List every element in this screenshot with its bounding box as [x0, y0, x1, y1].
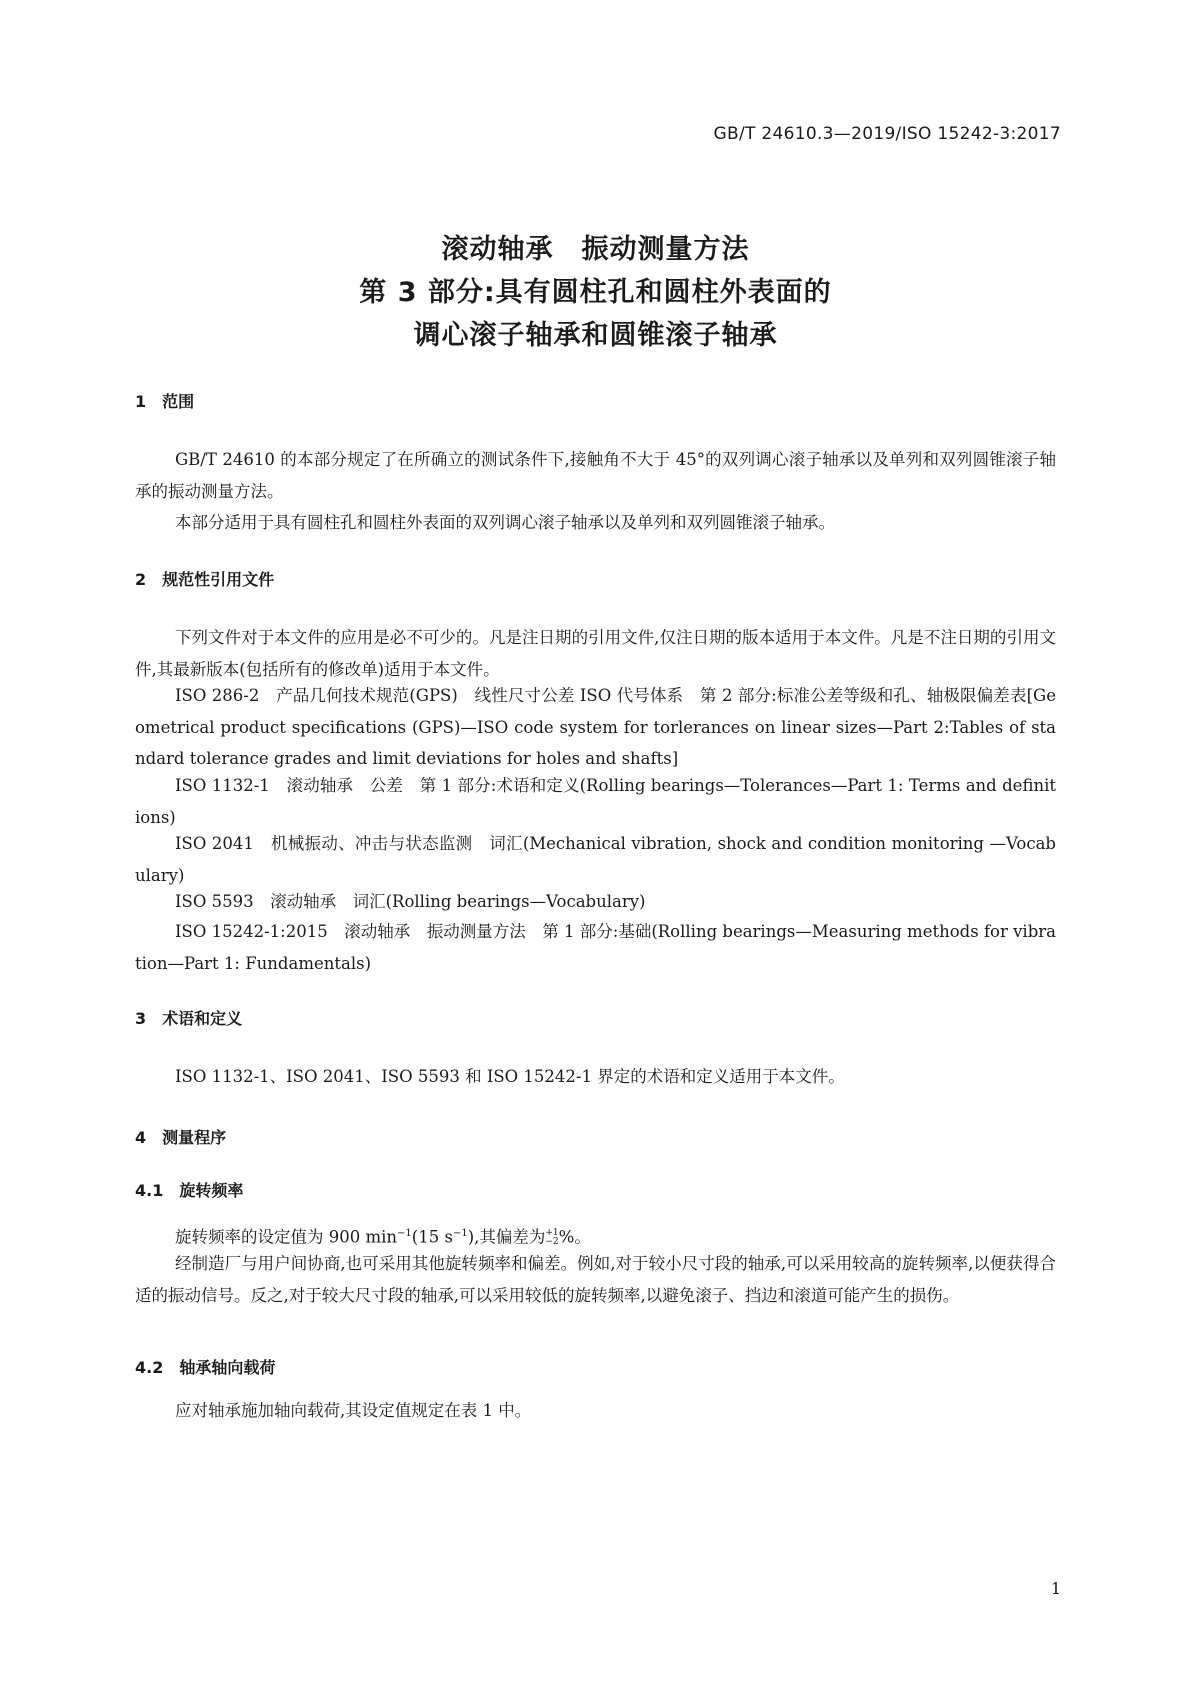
section-1-heading: 1 范围 [135, 392, 195, 411]
section-3-paragraph: ISO 1132-1、ISO 2041、ISO 5593 和 ISO 15242-1 界定的术语和定义适用于本文件。 [175, 1067, 845, 1086]
section-4-heading: 4 测量程序 [135, 1128, 227, 1147]
title-line-3: 调心滚子轴承和圆锥滚子轴承 [413, 320, 778, 351]
deviation-text: ),其偏差为 [467, 1227, 546, 1247]
section-4-2-paragraph: 应对轴承施加轴向载荷,其设定值规定在表 1 中。 [175, 1401, 532, 1420]
reference-iso-286-2: ISO 286-2 产品几何技术规范(GPS) 线性尺寸公差 ISO 代号体系 第 2 部分:标准公差等级和孔、轴极限偏差表[Geometrical product specifications (GPS)—ISO code system for torlerances on linear sizes—Part 2:Tables of standard tolerance grades and limit deviations for holes and shafts] [135, 686, 1056, 768]
reference-iso-2041: ISO 2041 机械振动、冲击与状态监测 词汇(Mechanical vibration, shock and condition monitoring —Vocabulary) [135, 834, 1056, 885]
title-line-2: 第 3 部分:具有圆柱孔和圆柱外表面的 [359, 277, 832, 308]
exponent-1: −1 [397, 1228, 412, 1239]
section-1-paragraph-2: 本部分适用于具有圆柱孔和圆柱外表面的双列调心滚子轴承以及单列和双列圆锥滚子轴承。 [175, 513, 835, 532]
reference-iso-5593: ISO 5593 滚动轴承 词汇(Rolling bearings—Vocabulary) [175, 892, 646, 911]
exponent-2: −1 [452, 1228, 468, 1239]
rotation-frequency-seconds: (15 s [411, 1227, 453, 1247]
section-3-heading: 3 术语和定义 [135, 1009, 243, 1028]
section-4-1-paragraph-2: 经制造厂与用户间协商,也可采用其他旋转频率和偏差。例如,对于较小尺寸段的轴承,可以采用较高的旋转频率,以便获得合适的振动信号。反之,对于较大尺寸段的轴承,可以采用较低的旋转频率,以避免滚子、挡边和滚道可能产生的损伤。 [135, 1254, 1056, 1305]
section-4-2-heading: 4.2 轴承轴向载荷 [135, 1358, 276, 1377]
standard-code: GB/T 24610.3—2019/ISO 15242-3:2017 [713, 124, 1061, 144]
section-2-intro: 下列文件对于本文件的应用是必不可少的。凡是注日期的引用文件,仅注日期的版本适用于本文件。凡是不注日期的引用文件,其最新版本(包括所有的修改单)适用于本文件。 [135, 628, 1056, 679]
reference-iso-15242-1: ISO 15242-1:2015 滚动轴承 振动测量方法 第 1 部分:基础(Rolling bearings—Measuring methods for vibration—Part 1: Fundamentals) [135, 922, 1056, 973]
page-number: 1 [1050, 1579, 1061, 1598]
rotation-frequency-text: 旋转频率的设定值为 900 min [175, 1227, 398, 1247]
tolerance-lower: −2 [545, 1237, 559, 1247]
title-line-1: 滚动轴承 振动测量方法 [441, 234, 750, 265]
tolerance-stack [545, 1229, 558, 1247]
percent-text: %。 [558, 1227, 591, 1247]
reference-iso-1132-1: ISO 1132-1 滚动轴承 公差 第 1 部分:术语和定义(Rolling bearings—Tolerances—Part 1: Terms and definitions) [135, 776, 1056, 827]
section-4-1-heading: 4.1 旋转频率 [135, 1181, 244, 1200]
section-2-heading: 2 规范性引用文件 [135, 570, 275, 589]
section-1-paragraph-1: GB/T 24610 的本部分规定了在所确立的测试条件下,接触角不大于 45°的双列调心滚子轴承以及单列和双列圆锥滚子轴承的振动测量方法。 [135, 450, 1056, 501]
document-title [0, 228, 1191, 357]
tolerance-upper: +1 [545, 1228, 559, 1238]
